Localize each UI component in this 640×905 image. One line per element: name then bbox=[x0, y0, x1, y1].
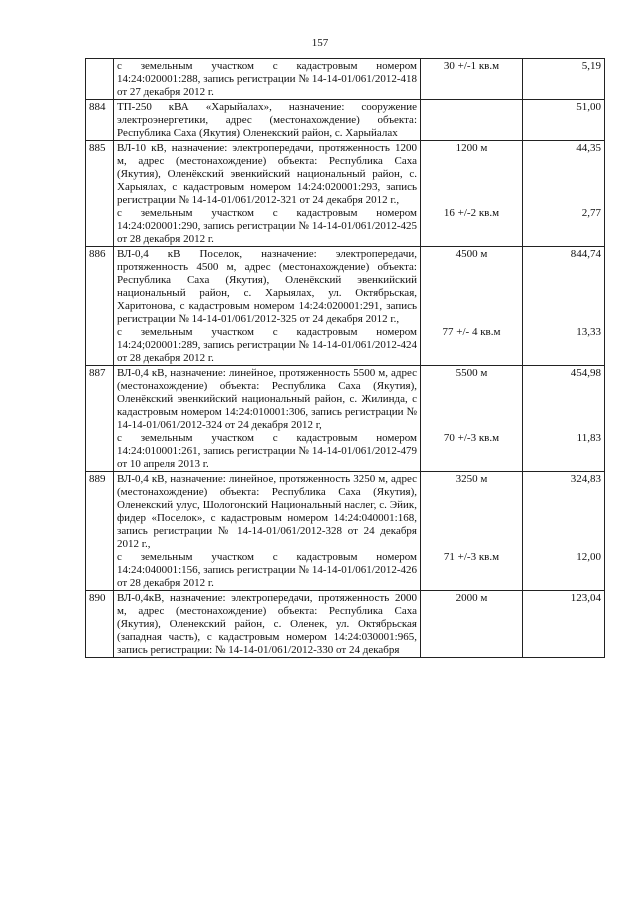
description-cell bbox=[114, 366, 421, 472]
description-text: ВЛ-0,4кВ, назначение: электропередачи, протяженность 2000 м, адрес (местонахождение) объекта: Республика Саха (Якутия), Оленекский район, с. Оленек, ул. Октябрьская (западная часть), с кадастровым номером 14:24:030001:965, запись регистрации: № 14-14-01/061/2012-330 от 24 декабря bbox=[117, 592, 417, 656]
value-text: 12,00 bbox=[576, 551, 601, 563]
size-cell bbox=[421, 59, 523, 100]
size-cell bbox=[421, 472, 523, 591]
size-text: 16 +/-2 кв.м bbox=[443, 207, 500, 219]
row-number-cell: 885 bbox=[86, 141, 114, 247]
size-text: 70 +/-3 кв.м bbox=[443, 432, 500, 444]
value-text: 5,19 bbox=[581, 60, 601, 72]
size-cell bbox=[421, 141, 523, 247]
description-text: ВЛ-0,4 кВ Поселок, назначение: электропередачи, протяженность 4500 м, адрес (местонахождение) объекта: Республика Саха (Якутия), Оленёкский эвенкийский национальный район, с. Харыялах, ул. Октябрьская, Харитонова, с кадастровым номером 14:24:020001:291, запись регистрации № 14-14-01/061/2012-325 от 24 декабря 2012 г., bbox=[117, 248, 417, 325]
description-cell bbox=[114, 247, 421, 366]
table-row bbox=[86, 59, 605, 100]
size-cell bbox=[421, 366, 523, 472]
size-text: 5500 м bbox=[455, 367, 488, 379]
value-text: 324,83 bbox=[570, 473, 601, 485]
property-registry-table bbox=[85, 58, 605, 658]
description-text: ВЛ-0,4 кВ, назначение: линейное, протяженность 3250 м, адрес (местонахождение) объекта: Республика Саха (Якутия), Оленекский улус, Шологонский Национальный наслег, с. Эйик, фидер «Поселок», с кадастровым номером 14:24:040001:168, запись регистрации № 14-14-01/061/2012-328 от 24 декабря 2012 г., bbox=[117, 473, 417, 550]
value-cell bbox=[523, 59, 605, 100]
description-text: ВЛ-0,4 кВ, назначение: линейное, протяженность 5500 м, адрес (местонахождение) объекта: Республика Саха (Якутия), Оленёкский эвенкийский национальный район, с. Жилинда, с кадастровым номером 14:24:010001:306, запись регистрации № 14-14-01/061/2012-324 от 24 декабря 2012 г, bbox=[117, 367, 417, 431]
description-cell bbox=[114, 59, 421, 100]
size-text: 77 +/- 4 кв.м bbox=[442, 326, 501, 338]
row-number-cell: 889 bbox=[86, 472, 114, 591]
value-cell bbox=[523, 141, 605, 247]
size-text: 2000 м bbox=[455, 592, 488, 604]
table-row bbox=[86, 141, 605, 247]
table-row bbox=[86, 247, 605, 366]
description-text: с земельным участком с кадастровым номером 14:24:020001:288, запись регистрации № 14-14-01/061/2012-418 от 27 декабря 2012 г. bbox=[117, 60, 417, 98]
value-text: 454,98 bbox=[570, 367, 601, 379]
size-text: 30 +/-1 кв.м bbox=[443, 60, 500, 72]
description-text: с земельным участком с кадастровым номером 14:24:010001:261, запись регистрации № 14-14-01/061/2012-479 от 10 апреля 2013 г. bbox=[117, 432, 417, 470]
description-text: с земельным участком с кадастровым номером 14:24:020001:290, запись регистрации № 14-14-01/061/2012-425 от 28 декабря 2012 г. bbox=[117, 207, 417, 245]
description-text: ВЛ-10 кВ, назначение: электропередачи, протяженность 1200 м, адрес (местонахождение) объекта: Республика Саха (Якутия), Оленёкский эвенкийский национальный район, с. Харыялах, с кадастровым номером 14:24:020001:293, запись регистрации № 14-14-01/061/2012-321 от 24 декабря 2012 г., bbox=[117, 142, 417, 206]
value-text: 123,04 bbox=[570, 592, 601, 604]
row-number-cell bbox=[86, 59, 114, 100]
value-text: 2,77 bbox=[581, 207, 601, 219]
value-cell bbox=[523, 100, 605, 141]
value-text: 13,33 bbox=[576, 326, 601, 338]
description-cell bbox=[114, 472, 421, 591]
value-cell bbox=[523, 247, 605, 366]
table-row bbox=[86, 366, 605, 472]
value-cell bbox=[523, 366, 605, 472]
row-number-cell: 886 bbox=[86, 247, 114, 366]
size-cell bbox=[421, 100, 523, 141]
table-row bbox=[86, 591, 605, 658]
size-text: 3250 м bbox=[455, 473, 488, 485]
table-row bbox=[86, 472, 605, 591]
value-cell bbox=[523, 472, 605, 591]
description-cell bbox=[114, 100, 421, 141]
description-text: ТП-250 кВА «Харыйалах», назначение: сооружение электроэнергетики, адрес (местонахождение) объекта: Республика Саха (Якутия) Оленекский район, с. Харыйалах bbox=[117, 101, 417, 139]
table-row bbox=[86, 100, 605, 141]
value-text: 844,74 bbox=[570, 248, 601, 260]
page-number: 157 bbox=[311, 37, 329, 49]
size-cell bbox=[421, 591, 523, 658]
size-text: 71 +/-3 кв.м bbox=[443, 551, 500, 563]
size-cell bbox=[421, 247, 523, 366]
value-text: 51,00 bbox=[576, 101, 601, 113]
description-cell bbox=[114, 141, 421, 247]
value-text: 44,35 bbox=[576, 142, 601, 154]
value-text: 11,83 bbox=[576, 432, 601, 444]
size-text: 4500 м bbox=[455, 248, 488, 260]
description-text: с земельным участком с кадастровым номером 14:24;020001:289, запись регистрации № 14-14-01/061/2012-424 от 28 декабря 2012 г. bbox=[117, 326, 417, 364]
row-number-cell: 890 bbox=[86, 591, 114, 658]
value-cell bbox=[523, 591, 605, 658]
description-text: с земельным участком с кадастровым номером 14:24:040001:156, запись регистрации № 14-14-01/061/2012-426 от 28 декабря 2012 г. bbox=[117, 551, 417, 589]
size-text: 1200 м bbox=[455, 142, 488, 154]
row-number-cell: 887 bbox=[86, 366, 114, 472]
description-cell bbox=[114, 591, 421, 658]
row-number-cell: 884 bbox=[86, 100, 114, 141]
